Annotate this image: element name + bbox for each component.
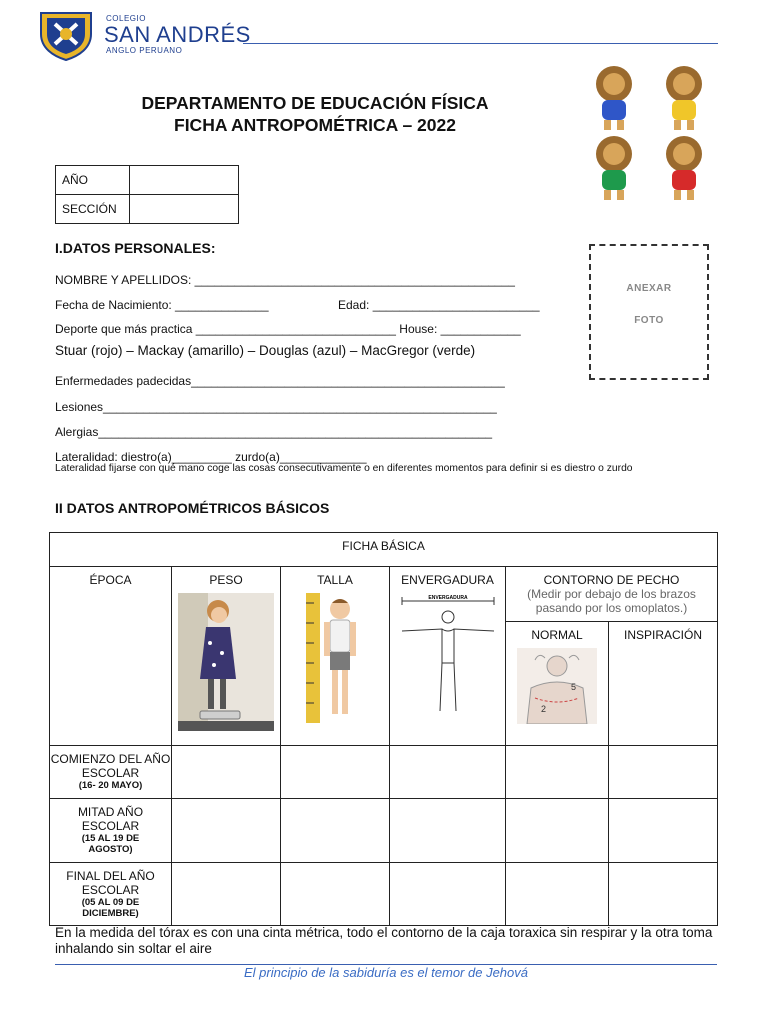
cell-talla[interactable] [281,746,390,799]
fecha-nacimiento-field[interactable]: Fecha de Nacimiento: ______________ [55,298,269,312]
cell-peso[interactable] [172,799,281,863]
row-comienzo-date: (16- 20 MAYO) [78,780,143,791]
houses-text: Stuar (rojo) – Mackay (amarillo) – Douglas (azul) – MacGregor (verde) [55,343,476,358]
lesiones-field[interactable]: Lesiones___________________________________________________________ [55,400,497,414]
cell-normal[interactable] [506,863,609,926]
ficha-basica-title: FICHA BÁSICA [50,533,718,567]
col-talla-label: TALLA [317,573,353,587]
wingspan-caption: ENVERGADURA [427,595,468,601]
svg-text:2: 2 [541,704,547,714]
brand-colegio-label: COLEGIO [106,14,146,23]
col-envergadura [390,567,506,746]
col-normal [506,622,609,746]
row-mitad-date: (15 AL 19 DE AGOSTO) [81,833,140,855]
mascot-green-lion [596,136,632,200]
col-contorno-pecho [506,567,718,622]
deporte-house-field[interactable]: Deporte que más practica ______________________________ House: ____________ [55,322,521,336]
seccion-field[interactable] [130,195,239,224]
photo-placeholder[interactable] [589,244,709,380]
title-line-2: FICHA ANTROPOMÉTRICA – 2022 [174,115,456,135]
col-epoca: ÉPOCA [50,567,172,746]
cell-peso[interactable] [172,746,281,799]
cell-inspiracion[interactable] [609,799,718,863]
col-envergadura-label: ENVERGADURA [401,573,494,587]
ano-field[interactable] [130,166,239,195]
col-inspiracion: INSPIRACIÓN [609,622,718,746]
chest-normal-diagram-image [517,648,597,724]
photo-label-foto: FOTO [634,315,664,326]
col-contorno-note: (Medir por debajo de los brazos pasando por los omoplatos.) [527,587,696,615]
height-boy-image [296,593,374,723]
svg-text:5: 5 [571,682,577,692]
cell-peso[interactable] [172,863,281,926]
footer-motto: El principio de la sabiduría es el temor de Jehová [244,965,528,980]
alergias-field[interactable]: Alergias___________________________________________________________ [55,425,493,439]
mascot-red-lion [666,136,702,200]
school-crest-logo [37,10,95,62]
lateralidad-note: Lateralidad fijarse con qué mano coge las cosas consecutivamente o en diferentes momentos para definir si es diestro o zurdo [55,463,633,474]
row-final-text: FINAL DEL AÑO ESCOLAR [66,869,155,897]
cell-normal[interactable] [506,746,609,799]
lateralidad-field[interactable]: Lateralidad: diestro(a)_________ zurdo(a)_____________ [55,450,367,464]
col-peso-label: PESO [209,573,243,587]
photo-label-anexar: ANEXAR [626,283,672,294]
brand-school-name: SAN ANDRÉS [104,22,251,47]
cell-envergadura[interactable] [390,746,506,799]
edad-field[interactable]: Edad: _________________________ [338,298,540,312]
header-divider [243,43,718,44]
row-final-label [50,863,172,926]
col-peso [172,567,281,746]
wingspan-diagram-image [398,593,498,721]
row-mitad-text: MITAD AÑO ESCOLAR [77,805,144,833]
chest-measurement-note: En la medida del tórax es con una cinta métrica, todo el contorno de la caja toraxica sin respirar y la otra toma inhalando sin soltar el aire [55,925,713,956]
lion-mascots-illustration [584,62,718,204]
row-comienzo-text: COMIENZO DEL AÑO ESCOLAR [50,752,171,780]
seccion-label: SECCIÓN [56,195,130,224]
cell-talla[interactable] [281,799,390,863]
mascot-yellow-lion [666,66,702,130]
row-final-date: (05 AL 09 DE DICIEMBRE) [81,897,140,919]
page-title [90,92,540,136]
enfermedades-field[interactable]: Enfermedades padecidas_______________________________________________ [55,374,505,388]
anthropometric-table [49,532,718,926]
brand-subtitle: ANGLO PERUANO [106,46,183,55]
ano-label: AÑO [56,166,130,195]
mascot-blue-lion [596,66,632,130]
section-1-heading: I.DATOS PERSONALES: [55,240,216,256]
title-line-1: DEPARTAMENTO DE EDUCACIÓN FÍSICA [141,93,489,113]
cell-inspiracion[interactable] [609,746,718,799]
col-normal-label: NORMAL [531,628,583,642]
cell-normal[interactable] [506,799,609,863]
col-contorno-label: CONTORNO DE PECHO [543,573,680,587]
row-comienzo-label [50,746,172,799]
section-2-heading: II DATOS ANTROPOMÉTRICOS BÁSICOS [55,500,330,516]
year-section-table [55,165,239,224]
cell-envergadura[interactable] [390,799,506,863]
nombre-field[interactable]: NOMBRE Y APELLIDOS: ________________________________________________ [55,273,515,287]
cell-inspiracion[interactable] [609,863,718,926]
weighing-girl-image [178,593,274,731]
row-mitad-label [50,799,172,863]
cell-talla[interactable] [281,863,390,926]
cell-envergadura[interactable] [390,863,506,926]
col-talla [281,567,390,746]
